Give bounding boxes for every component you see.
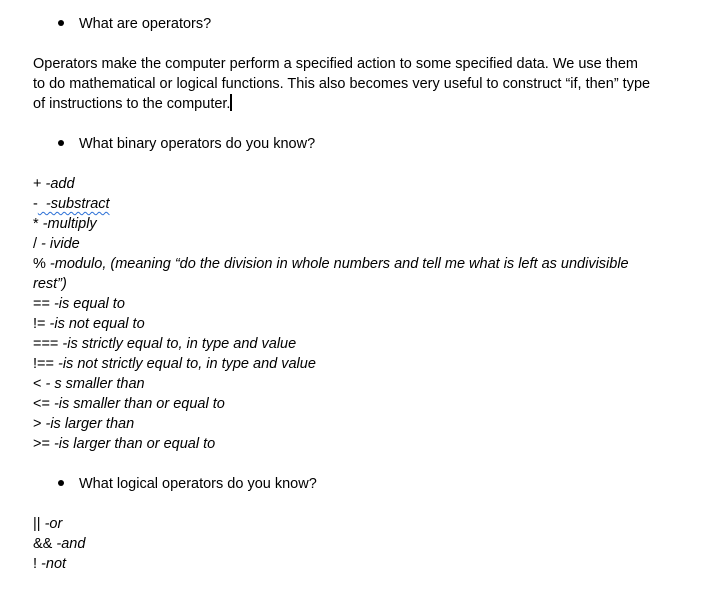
list-item	[33, 354, 673, 374]
operator-symbol: ==	[33, 296, 50, 312]
operator-description: -is smaller than or equal to	[49, 396, 225, 412]
paragraph-line: to do mathematical or logical functions. This also becomes very useful to construct “if, then” type	[33, 76, 651, 92]
paragraph-line	[33, 94, 673, 114]
paragraph-line-text: of instructions to the computer.	[33, 96, 231, 112]
operator-description: -and	[52, 536, 86, 552]
operator-symbol: !	[33, 556, 38, 572]
spellcheck-underlined-description[interactable]: -substract	[37, 196, 110, 212]
operator-description: -is strictly equal to, in type and value	[58, 336, 297, 352]
binary-operators-list	[33, 174, 673, 454]
operator-description: - s smaller than	[41, 376, 145, 392]
operator-symbol: +	[33, 176, 42, 192]
question-text: What logical operators do you know?	[79, 476, 317, 492]
list-item	[33, 414, 673, 434]
question-what-are-operators	[58, 14, 211, 34]
list-item	[33, 274, 673, 294]
operator-symbol: !==	[33, 356, 54, 372]
bullet-icon	[58, 20, 64, 26]
list-item	[33, 534, 673, 554]
list-item	[33, 334, 673, 354]
operator-description: -not	[37, 556, 67, 572]
answer-paragraph[interactable]	[33, 54, 673, 114]
operator-description: -is larger than or equal to	[49, 436, 216, 452]
bullet-icon	[58, 140, 64, 146]
list-item	[33, 554, 673, 574]
list-item	[33, 314, 673, 334]
operator-symbol: >	[33, 416, 42, 432]
operator-description: -multiply	[38, 216, 97, 232]
text-cursor	[230, 94, 232, 111]
operator-symbol: ===	[33, 336, 59, 352]
list-item	[33, 514, 673, 534]
list-item	[33, 174, 673, 194]
operator-description: rest”)	[33, 276, 67, 292]
operator-symbol: !=	[33, 316, 46, 332]
operator-symbol: &&	[33, 536, 53, 552]
operator-description: -or	[40, 516, 63, 532]
question-binary-operators	[58, 134, 315, 154]
operator-symbol: <	[33, 376, 42, 392]
question-text: What are operators?	[79, 16, 212, 32]
operator-description: - ivide	[37, 236, 80, 252]
list-item	[33, 214, 673, 234]
operator-description: -is not strictly equal to, in type and value	[53, 356, 316, 372]
operator-description: -is larger than	[41, 416, 135, 432]
operator-description: -add	[41, 176, 75, 192]
list-item	[33, 234, 673, 254]
operator-symbol: ||	[33, 516, 41, 532]
list-item	[33, 374, 673, 394]
operator-symbol: /	[33, 236, 38, 252]
list-item	[33, 434, 673, 454]
list-item	[33, 194, 673, 214]
question-text: What binary operators do you know?	[79, 136, 316, 152]
list-item	[33, 394, 673, 414]
list-item	[33, 294, 673, 314]
operator-description: -modulo, (meaning “do the division in whole numbers and tell me what is left as undivisible	[45, 256, 629, 272]
operator-description: -is equal to	[49, 296, 125, 312]
list-item	[33, 254, 673, 274]
operator-symbol: >=	[33, 436, 50, 452]
operator-description: -is not equal to	[45, 316, 145, 332]
operator-symbol: *	[33, 216, 39, 232]
logical-operators-list	[33, 514, 673, 574]
paragraph-line: Operators make the computer perform a specified action to some specified data. We use them	[33, 56, 638, 72]
operator-symbol: <=	[33, 396, 50, 412]
bullet-icon	[58, 480, 64, 486]
question-logical-operators	[58, 474, 317, 494]
operator-symbol: -	[33, 196, 38, 212]
operator-symbol: %	[33, 256, 46, 272]
